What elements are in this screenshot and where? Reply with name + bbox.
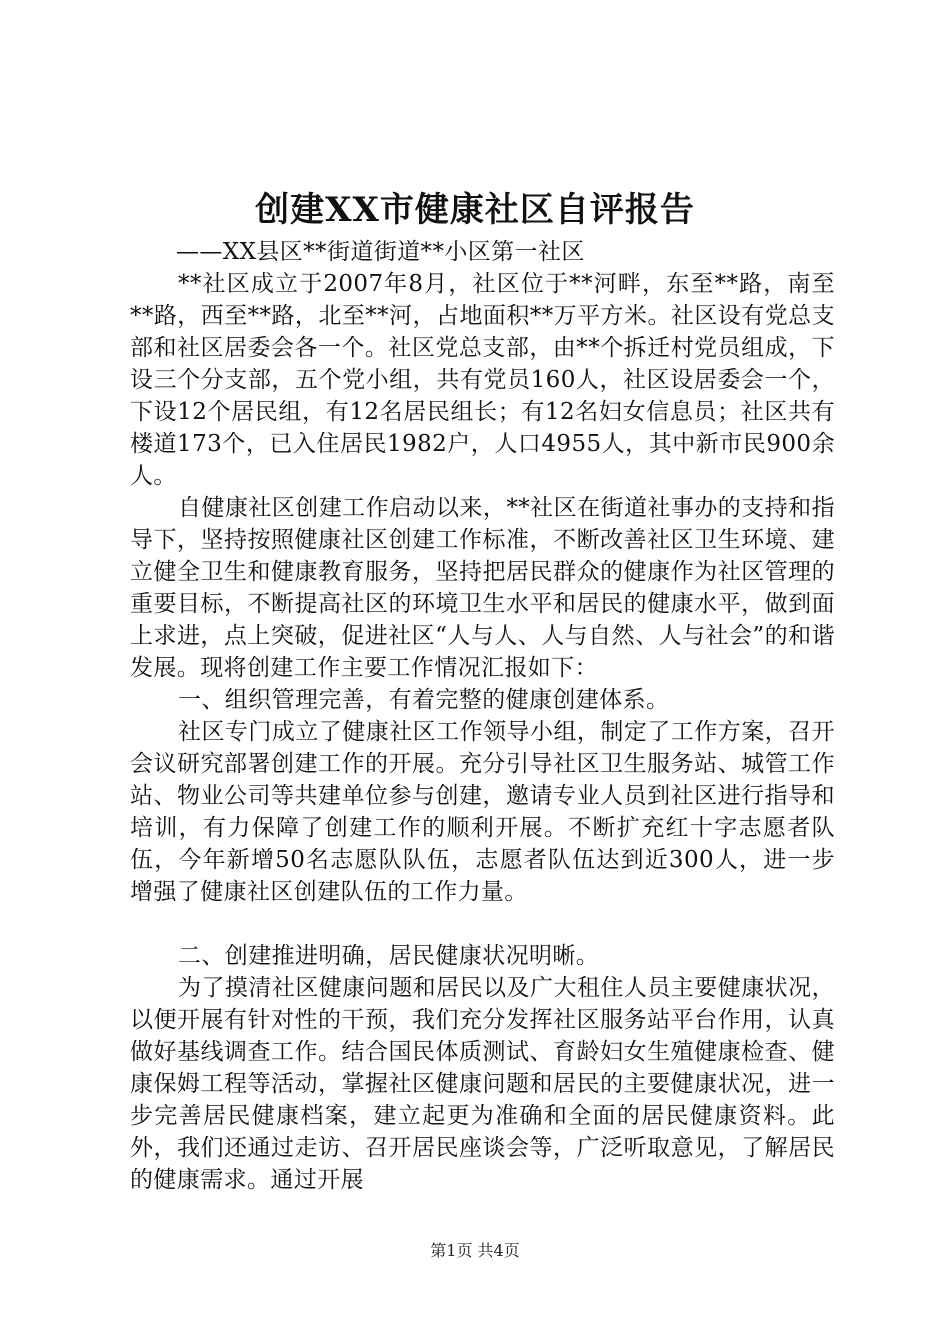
paragraph-section-1: 社区专门成立了健康社区工作领导小组，制定了工作方案，召开会议研究部署创建工作的开展。充分引导社区卫生服务站、城管工作站、物业公司等共建单位参与创建，邀请专业人员到社区进行指导和培训，有力保障了创建工作的顺利开展。不断扩充红十字志愿者队伍，今年新增50名志愿队队伍，志愿者队伍达到近300人，进一步增强了健康社区创建队伍的工作力量。 <box>130 719 835 905</box>
paragraph-creation-intro: 自健康社区创建工作启动以来，**社区在街道社事办的支持和指导下，坚持按照健康社区创建工作标准，不断改善社区卫生环境、建立健全卫生和健康教育服务，坚持把居民群众的健康作为社区管理的重要目标，不断提高社区的环境卫生水平和居民的健康水平，做到面上求进，点上突破，促进社区“人与人、人与自然、人与社会”的和谐发展。现将创建工作主要工作情况汇报如下： <box>130 495 835 681</box>
page-indicator: 第1页 共4页 <box>430 1241 520 1260</box>
section-heading-2: 二、创建推进明确，居民健康状况明晰。 <box>178 943 600 969</box>
section-heading-1: 一、组织管理完善，有着完整的健康创建体系。 <box>178 687 670 713</box>
document-subtitle: ——XX县区**街道街道**小区第一社区 <box>176 239 585 265</box>
document-body <box>130 236 835 1196</box>
paragraph-community-overview: **社区成立于2007年8月，社区位于**河畔，东至**路，南至**路，西至**路，北至**河，占地面积**万平方米。社区设有党总支部和社区居委会各一个。社区党总支部，由**个拆迁村党员组成，下设三个分支部，五个党小组，共有党员160人，社区设居委会一个，下设12个居民组，有12名居民组长；有12名妇女信息员；社区共有楼道173个，已入住居民1982户，人口4955人，其中新市民900余人。 <box>130 271 835 489</box>
document-title: 创建XX市健康社区自评报告 <box>255 190 695 230</box>
paragraph-section-2: 为了摸清社区健康问题和居民以及广大租住人员主要健康状况，以便开展有针对性的干预，我们充分发挥社区服务站平台作用，认真做好基线调查工作。结合国民体质测试、育龄妇女生殖健康检查、健康保姆工程等活动，掌握社区健康问题和居民的主要健康状况，进一步完善居民健康档案，建立起更为准确和全面的居民健康资料。此外，我们还通过走访、召开居民座谈会等，广泛听取意见，了解居民的健康需求。通过开展 <box>130 975 835 1193</box>
